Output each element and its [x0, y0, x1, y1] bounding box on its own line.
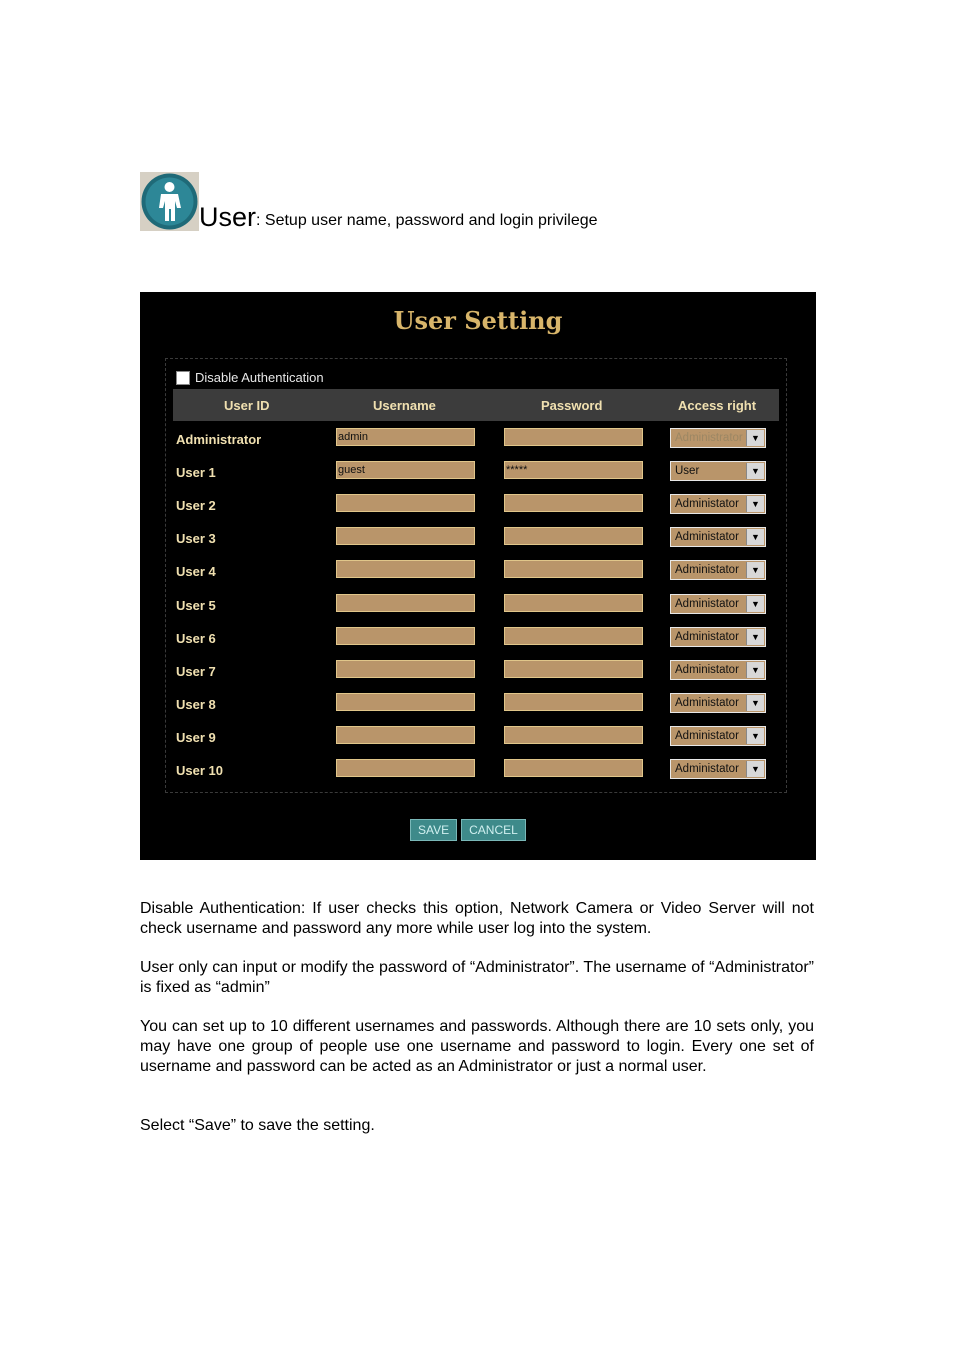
- access-right-value: Administrator: [675, 432, 743, 444]
- disable-authentication-checkbox[interactable]: [176, 371, 190, 385]
- access-right-select[interactable]: [670, 693, 766, 713]
- chevron-down-icon: ▼: [746, 430, 764, 446]
- access-right-select[interactable]: [670, 627, 766, 647]
- access-right-select[interactable]: [670, 560, 766, 580]
- disable-authentication-option[interactable]: [176, 370, 324, 385]
- access-right-select: [670, 428, 766, 448]
- access-right-select[interactable]: [670, 759, 766, 779]
- paragraph-admin-note: User only can input or modify the password of “Administrator”. The username of “Administrator” is fixed as “admin”: [140, 959, 814, 996]
- disable-authentication-label: Disable Authentication: [195, 370, 324, 385]
- username-input[interactable]: [336, 627, 475, 645]
- access-right-value: Administator: [675, 498, 739, 510]
- password-input[interactable]: [504, 693, 643, 711]
- chevron-down-icon[interactable]: ▼: [746, 695, 764, 711]
- user-id-label: User 4: [176, 564, 216, 579]
- user-row: [176, 660, 776, 684]
- user-row: [176, 527, 776, 551]
- access-right-value: Administator: [675, 697, 739, 709]
- access-right-select[interactable]: [670, 527, 766, 547]
- username-input[interactable]: [336, 726, 475, 744]
- password-input[interactable]: [504, 560, 643, 578]
- user-icon: [140, 172, 199, 231]
- user-row: [176, 560, 776, 584]
- chevron-down-icon[interactable]: ▼: [746, 761, 764, 777]
- access-right-select[interactable]: [670, 494, 766, 514]
- password-input[interactable]: [504, 494, 643, 512]
- access-right-value: Administator: [675, 598, 739, 610]
- username-input[interactable]: [336, 693, 475, 711]
- user-id-label: User 6: [176, 631, 216, 646]
- access-right-select[interactable]: [670, 461, 766, 481]
- column-user-id: User ID: [224, 398, 270, 413]
- access-right-value: Administator: [675, 664, 739, 676]
- chevron-down-icon[interactable]: ▼: [746, 728, 764, 744]
- chevron-down-icon[interactable]: ▼: [746, 662, 764, 678]
- access-right-value: Administator: [675, 730, 739, 742]
- chevron-down-icon[interactable]: ▼: [746, 562, 764, 578]
- user-id-label: User 7: [176, 664, 216, 679]
- username-input[interactable]: [336, 527, 475, 545]
- paragraph-disable-auth: Disable Authentication: If user checks this option, Network Camera or Video Server will not check username and password any more while user log into the system.: [140, 900, 814, 937]
- password-input[interactable]: [504, 726, 643, 744]
- password-input[interactable]: *****: [504, 461, 643, 479]
- chevron-down-icon[interactable]: ▼: [746, 496, 764, 512]
- user-id-label: Administrator: [176, 432, 262, 447]
- username-input[interactable]: [336, 660, 475, 678]
- chevron-down-icon[interactable]: ▼: [746, 629, 764, 645]
- user-setting-panel: [140, 292, 816, 860]
- password-input[interactable]: [504, 594, 643, 612]
- user-row: [176, 494, 776, 518]
- action-buttons: [410, 819, 526, 841]
- user-id-label: User 2: [176, 498, 216, 513]
- user-id-label: User 3: [176, 531, 216, 546]
- password-input[interactable]: [504, 759, 643, 777]
- chevron-down-icon[interactable]: ▼: [746, 463, 764, 479]
- paragraph-user-sets: You can set up to 10 different usernames and passwords. Although there are 10 sets only, you may have one group of people use one username and password to login. Every one set of username and password can be acted as an Administrator or just a normal user.: [140, 1018, 814, 1075]
- access-right-value: Administator: [675, 564, 739, 576]
- user-row: [176, 759, 776, 783]
- save-button[interactable]: SAVE: [410, 819, 457, 841]
- user-row: [176, 627, 776, 651]
- column-username: Username: [373, 398, 436, 413]
- username-input[interactable]: [336, 560, 475, 578]
- password-input[interactable]: [504, 428, 643, 446]
- user-row: [176, 428, 776, 452]
- user-row: [176, 693, 776, 717]
- access-right-select[interactable]: [670, 594, 766, 614]
- user-row: [176, 461, 776, 485]
- user-id-label: User 5: [176, 598, 216, 613]
- user-id-label: User 8: [176, 697, 216, 712]
- cancel-button[interactable]: CANCEL: [461, 819, 526, 841]
- password-input[interactable]: [504, 660, 643, 678]
- access-right-select[interactable]: [670, 726, 766, 746]
- username-input: admin: [336, 428, 475, 446]
- panel-title: User Setting: [393, 306, 563, 335]
- paragraph-save-note: Select “Save” to save the setting.: [140, 1117, 375, 1134]
- access-right-select[interactable]: [670, 660, 766, 680]
- user-id-label: User 9: [176, 730, 216, 745]
- heading-title: User: [199, 202, 257, 232]
- access-right-value: Administator: [675, 631, 739, 643]
- user-row: [176, 594, 776, 618]
- user-id-label: User 1: [176, 465, 216, 480]
- chevron-down-icon[interactable]: ▼: [746, 596, 764, 612]
- username-input[interactable]: [336, 494, 475, 512]
- access-right-value: Administator: [675, 531, 739, 543]
- access-right-value: User: [675, 465, 700, 477]
- section-heading: [140, 169, 598, 231]
- chevron-down-icon[interactable]: ▼: [746, 529, 764, 545]
- column-password: Password: [541, 398, 603, 413]
- password-input[interactable]: [504, 627, 643, 645]
- user-row: [176, 726, 776, 750]
- user-id-label: User 10: [176, 763, 223, 778]
- table-header: [173, 389, 779, 421]
- column-access-right: Access right: [678, 398, 757, 413]
- username-input[interactable]: [336, 594, 475, 612]
- username-input[interactable]: [336, 759, 475, 777]
- password-input[interactable]: [504, 527, 643, 545]
- username-input[interactable]: guest: [336, 461, 475, 479]
- heading-description: : Setup user name, password and login privilege: [256, 212, 598, 229]
- access-right-value: Administator: [675, 763, 739, 775]
